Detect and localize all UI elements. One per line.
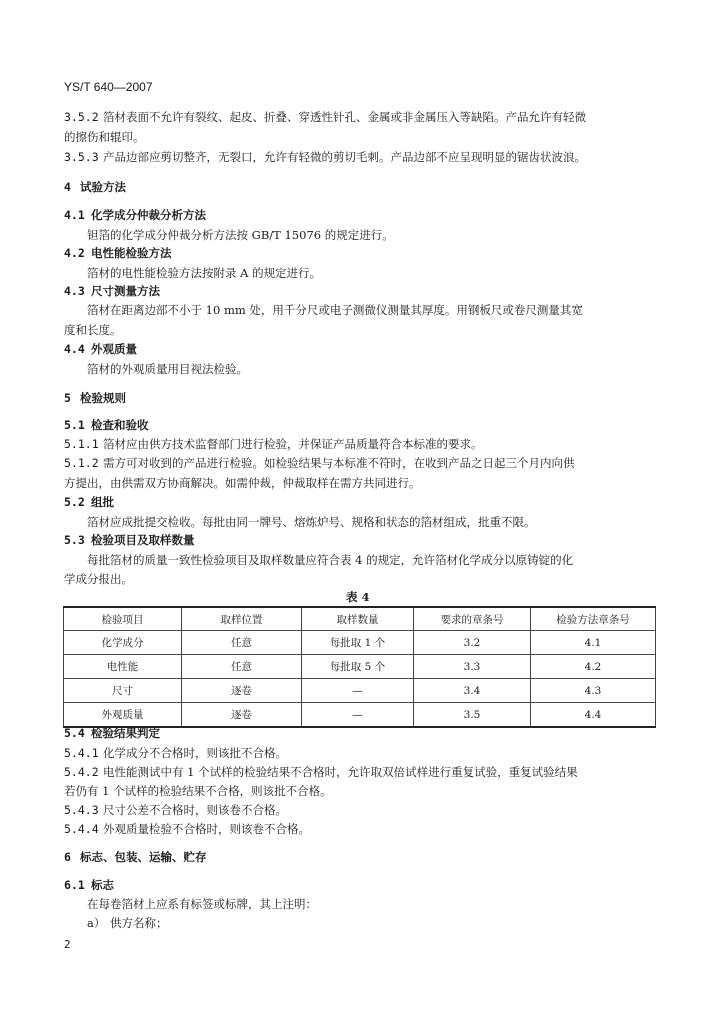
section-number: 4.1 — [64, 208, 85, 222]
clause-text: 箔材的电性能检验方法按附录 A 的规定进行。 — [87, 266, 322, 280]
clause-number: 3.5.2 — [64, 110, 99, 124]
section-title: 标志、包装、运输、贮存 — [80, 850, 207, 864]
section-number: 4 — [64, 180, 71, 194]
clause-text: 箔材应由供方技术监督部门进行检验，并保证产品质量符合本标准的要求。 — [103, 437, 483, 451]
section-title: 标志 — [91, 878, 114, 892]
section-number: 6 — [64, 850, 71, 864]
table-cell: 每批取 5 个 — [302, 655, 414, 679]
clause-text: 外观质量检验不合格时，则该卷不合格。 — [103, 822, 310, 836]
page-number: 2 — [64, 938, 71, 951]
table-header-cell: 取样数量 — [302, 607, 414, 631]
table-cell: 4.3 — [531, 679, 656, 703]
clause-text: 在每卷箔材上应系有标签或标牌，其上注明： — [87, 897, 317, 911]
clause-text: 每批箔材的质量一致性检验项目及取样数量应符合表 4 的规定，允许箔材化学成分以原铸锭的化 — [87, 553, 574, 567]
table-cell: 3.2 — [414, 631, 531, 655]
clause-number: 5.1.2 — [64, 456, 99, 470]
table-header-cell: 取样位置 — [182, 607, 302, 631]
table-cell: 3.5 — [414, 703, 531, 728]
clause-text: 电性能测试中有 1 个试样的检验结果不合格时，允许取双倍试样进行重复试验，重复试验结果 — [103, 765, 578, 779]
clause-text: 学成分报出。 — [64, 572, 133, 586]
clause-text: 方提出，由供需双方协商解决。如需仲裁，仲裁取样在需方共同进行。 — [64, 476, 421, 490]
clause-text: 箔材的外观质量用目视法检验。 — [87, 362, 248, 376]
clause-text: 钽箔的化学成分仲裁分析方法按 GB/T 15076 的规定进行。 — [87, 228, 394, 242]
clause-number: 5.4.4 — [64, 822, 99, 836]
inspection-table — [63, 606, 656, 728]
section-title: 化学成分仲裁分析方法 — [91, 208, 206, 222]
table-cell: 3.4 — [414, 679, 531, 703]
table-row — [64, 703, 656, 728]
clause-number: 5.4.3 — [64, 803, 99, 817]
table-cell: 4.1 — [531, 631, 656, 655]
doc-code-header: YS/T 640—2007 — [64, 80, 153, 94]
table-cell: 任意 — [182, 631, 302, 655]
table-header-cell: 检验方法章条号 — [531, 607, 656, 631]
section-number: 5.4 — [64, 726, 85, 740]
clause-text: 的擦伤和辊印。 — [64, 130, 145, 144]
section-title: 检验项目及取样数量 — [91, 533, 195, 547]
section-number: 5.1 — [64, 418, 85, 432]
list-marker: a） — [87, 916, 106, 930]
table-cell: — — [302, 703, 414, 728]
table-cell: 电性能 — [64, 655, 182, 679]
section-number: 4.3 — [64, 284, 85, 298]
section-number: 4.2 — [64, 246, 85, 260]
list-item: 供方名称； — [110, 916, 168, 930]
table-cell: 任意 — [182, 655, 302, 679]
clause-text: 需方可对收到的产品进行检验。如检验结果与本标准不符时，在收到产品之日起三个月内向供 — [103, 456, 575, 470]
clause-number: 5.4.2 — [64, 765, 99, 779]
clause-text: 产品边部应剪切整齐，无裂口，允许有轻微的剪切毛刺。产品边部不应呈现明显的锯齿状波浪。 — [103, 150, 586, 164]
clause-number: 3.5.3 — [64, 150, 99, 164]
table-row — [64, 631, 656, 655]
clause-text: 箔材表面不允许有裂纹、起皮、折叠、穿透性针孔、金属或非金属压入等缺陷。产品允许有轻微 — [103, 110, 586, 124]
section-title: 电性能检验方法 — [91, 246, 172, 260]
table-cell: 外观质量 — [64, 703, 182, 728]
clause-text: 化学成分不合格时，则该批不合格。 — [103, 746, 287, 760]
clause-text: 箔材应成批提交检收。每批由同一牌号、熔炼炉号、规格和状态的箔材组成，批重不限。 — [87, 515, 536, 529]
table-cell: — — [302, 679, 414, 703]
clause-text: 若仍有 1 个试样的检验结果不合格，则该批不合格。 — [64, 784, 332, 798]
section-number: 5.2 — [64, 495, 85, 509]
section-title: 检验结果判定 — [91, 726, 160, 740]
section-title: 检查和验收 — [91, 418, 149, 432]
table-caption: 表 4 — [346, 590, 370, 604]
table-cell: 4.2 — [531, 655, 656, 679]
table-cell: 逐卷 — [182, 679, 302, 703]
table-cell: 尺寸 — [64, 679, 182, 703]
table-cell: 3.3 — [414, 655, 531, 679]
clause-number: 5.1.1 — [64, 437, 99, 451]
table-cell: 化学成分 — [64, 631, 182, 655]
table-cell: 逐卷 — [182, 703, 302, 728]
table-row — [64, 679, 656, 703]
section-number: 6.1 — [64, 878, 85, 892]
section-title: 组批 — [91, 495, 114, 509]
section-title: 检验规则 — [80, 391, 126, 405]
section-title: 外观质量 — [91, 342, 137, 356]
clause-number: 5.4.1 — [64, 746, 99, 760]
table-header-row — [64, 607, 656, 631]
section-number: 4.4 — [64, 342, 85, 356]
section-title: 尺寸测量方法 — [91, 284, 160, 298]
clause-text: 度和长度。 — [64, 323, 122, 337]
table-row — [64, 655, 656, 679]
section-number: 5.3 — [64, 533, 85, 547]
table-header-cell: 要求的章条号 — [414, 607, 531, 631]
section-number: 5 — [64, 391, 71, 405]
clause-text: 尺寸公差不合格时，则该卷不合格。 — [103, 803, 287, 817]
section-title: 试验方法 — [80, 180, 126, 194]
clause-text: 箔材在距离边部不小于 10 mm 处，用千分尺或电子测微仪测量其厚度。用钢板尺或卷尺测量其宽 — [87, 303, 583, 317]
table-header-cell: 检验项目 — [64, 607, 182, 631]
table-cell: 每批取 1 个 — [302, 631, 414, 655]
table-cell: 4.4 — [531, 703, 656, 728]
